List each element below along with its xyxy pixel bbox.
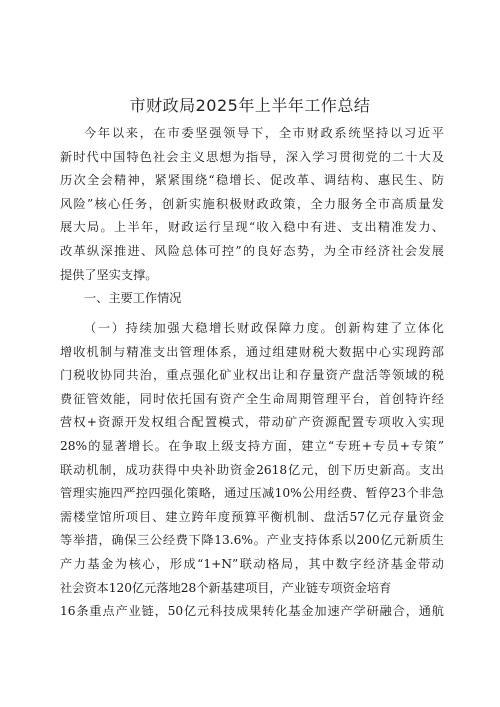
- intro-paragraph: [60, 122, 444, 287]
- text-line: 提供了坚实支撑。: [60, 267, 158, 282]
- text-line: 历次全会精神，紧紧围绕“稳增长、促改革、调结构、惠民生、防: [60, 173, 444, 188]
- text-line: 今年以来，在市委坚强领导下，全市财政系统坚持以习近平: [84, 126, 444, 140]
- text-line: 门税收协同共治，重点强化矿业权出让和存量资产盘活等领域的税: [60, 368, 444, 383]
- text-line: 联动机制，成功获得中央补助资金2618亿元，创下历史新高。支出: [60, 462, 444, 477]
- body-paragraph: [60, 317, 444, 624]
- text-line: 社会资本120亿元落地28个新基建项目，产业链专项资金培育: [60, 580, 392, 595]
- text-line: 费征管效能，同时依托国有资产全生命周期管理平台，首创特许经: [60, 391, 444, 406]
- text-line: 28%的显著增长。在争取上级支持方面，建立“专班+专员+专策”: [60, 438, 444, 453]
- text-line: 风险”核心任务，创新实施积极财政政策，全力服务全市高质量发: [60, 196, 444, 211]
- text-line: 改革纵深推进、风险总体可控”的良好态势，为全市经济社会发展: [60, 243, 444, 258]
- text-line: 管理实施四严控四强化策略，通过压减10%公用经费、暂停23个非急: [60, 486, 444, 501]
- text-line: （一）持续加强大稳增长财政保障力度。创新构建了立体化: [84, 321, 444, 335]
- text-line: 营权+资源开发权组合配置模式，带动矿产资源配置专项收入实现: [60, 415, 444, 430]
- text-line: 新时代中国特色社会主义思想为指导，深入学习贯彻党的二十大及: [60, 149, 444, 164]
- text-line: 16条重点产业链，50亿元科技成果转化基金加速产学研融合，通航: [60, 604, 444, 619]
- page-title: 市财政局2025年上半年工作总结: [129, 96, 371, 115]
- text-line: 等举措，确保三公经费下降13.6%。产业支持体系以200亿元新质生: [60, 533, 444, 548]
- text-line: 展大局。上半年，财政运行呈现“收入稳中有进、支出精准发力、: [60, 220, 444, 235]
- text-line: 增收机制与精准支出管理体系，通过组建财税大数据中心实现跨部: [60, 344, 444, 359]
- text-line: 产力基金为核心，形成“1+N”联动格局，其中数字经济基金带动: [60, 556, 444, 571]
- text-line: 需楼堂馆所项目、建立跨年度预算平衡机制、盘活57亿元存量资金: [60, 509, 444, 524]
- section-heading: 一、主要工作情况: [84, 291, 182, 305]
